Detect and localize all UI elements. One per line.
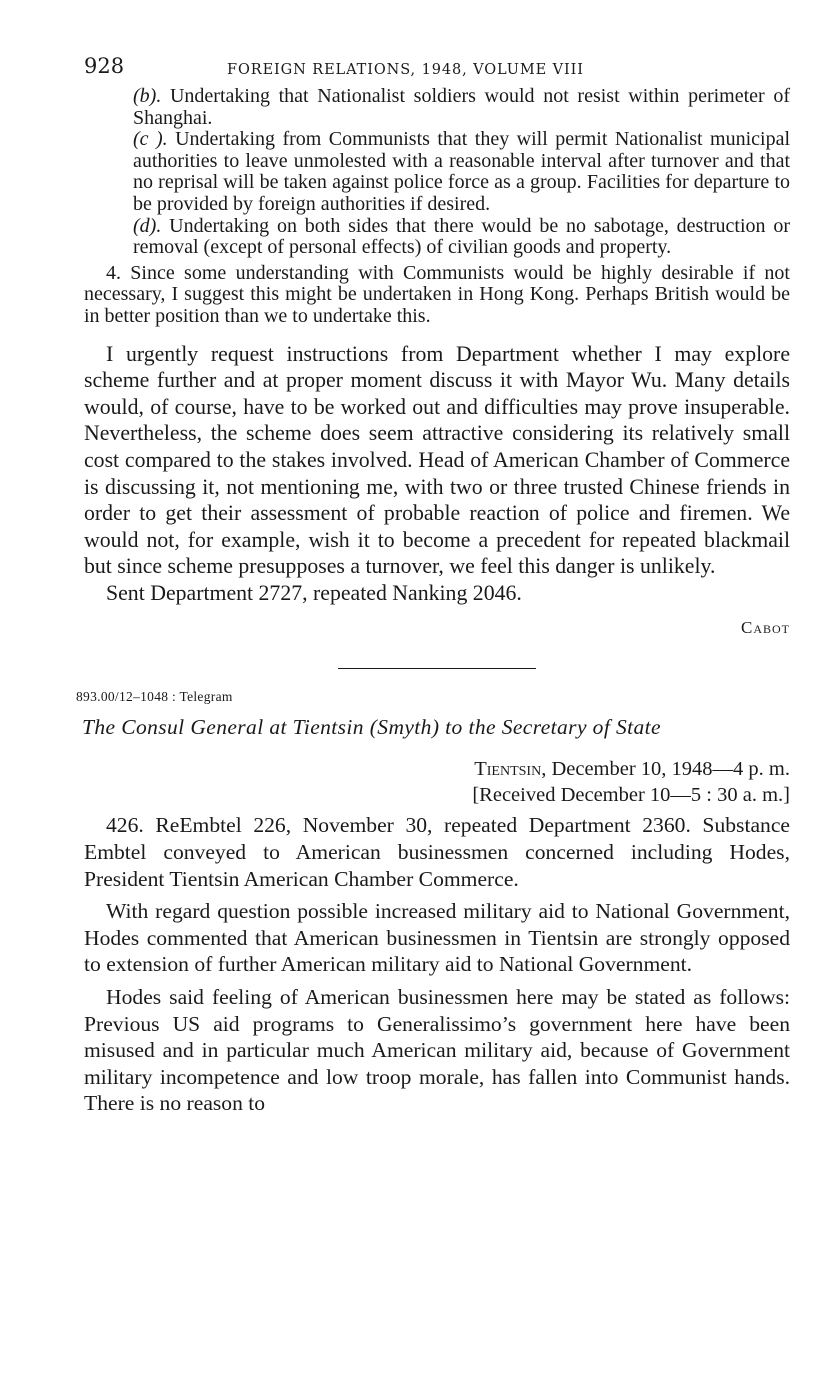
- item-d-text: Undertaking on both sides that there would be no sabotage, destruction or removal (except of personal effects) of civilian goods and property.: [133, 214, 790, 259]
- running-header: [84, 52, 790, 86]
- running-title: FOREIGN RELATIONS, 1948, VOLUME VIII: [227, 62, 584, 78]
- sent-line: Sent Department 2727, repeated Nanking 2046.: [106, 580, 522, 605]
- telegram-paragraph-1: 426. ReEmbtel 226, November 30, repeated Department 2360. Substance Embtel conveyed to American businessmen concerned including Hodes, President Tientsin American Chamber Commerce.: [84, 813, 790, 891]
- file-reference: 893.00/12–1048 : Telegram: [76, 689, 233, 705]
- dateline-place: Tientsin,: [474, 758, 547, 781]
- item-c: [84, 129, 790, 215]
- dateline-date: December 10, 1948—4 p. m.: [551, 758, 790, 781]
- signature: Cabot: [740, 618, 790, 638]
- document-page: [76, 52, 791, 1117]
- received-line: [Received December 10—5 : 30 a. m.]: [472, 784, 790, 807]
- telegram-paragraph-2: With regard question possible increased military aid to National Government, Hodes commented that American businessmen in Tientsin are strongly opposed to extension of further American military aid to National Government.: [84, 899, 790, 977]
- document-title: The Consul General at Tientsin (Smyth) to the Secretary of State: [82, 715, 661, 740]
- item-c-text: Undertaking from Communists that they will permit Nationalist municipal authorities to leave unmolested with a reasonable interval after turnover and that no reprisal will be taken against police force as a group. Facilities for departure to be provided by foreign authorities if desired.: [133, 128, 791, 215]
- item-b-label: (b).: [133, 85, 162, 107]
- paragraph-4: 4. Since some understanding with Communists would be highly desirable if not necessary, I suggest this might be undertaken in Hong Kong. Perhaps British would be in better position than we to undertake this.: [84, 261, 790, 327]
- page-number: 928: [84, 54, 125, 78]
- dateline: [84, 756, 790, 782]
- paragraph-request: I urgently request instructions from Department whether I may explore scheme further and at proper moment discuss it with Mayor Wu. Many details would, of course, have to be worked out and difficulties may prove insuperable. Nevertheless, the scheme does seem attractive considering its relatively small cost compared to the stakes involved. Head of American Chamber of Commerce is discussing it, not mentioning me, with two or three trusted Chinese friends in order to get their assessment of probable reaction of police and firemen. We would not, for example, wish it to become a precedent for repeated blackmail but since scheme presupposes a turnover, we feel this danger is unlikely.: [84, 341, 790, 579]
- section-divider: [338, 668, 536, 669]
- item-d: [84, 216, 790, 259]
- telegram-paragraph-3: Hodes said feeling of American businessmen here may be stated as follows: Previous US aid programs to Generalissimo’s government here have been misused and in particular much American military aid, because of Government military incompetence and low troop morale, has fallen into Communist hands. There is no reason to: [84, 985, 790, 1116]
- item-d-label: (d).: [133, 214, 162, 237]
- item-b-text: Undertaking that Nationalist soldiers would not resist within perimeter of Shanghai.: [133, 85, 790, 129]
- item-b: [84, 86, 790, 129]
- item-c-label: (c ).: [133, 128, 168, 151]
